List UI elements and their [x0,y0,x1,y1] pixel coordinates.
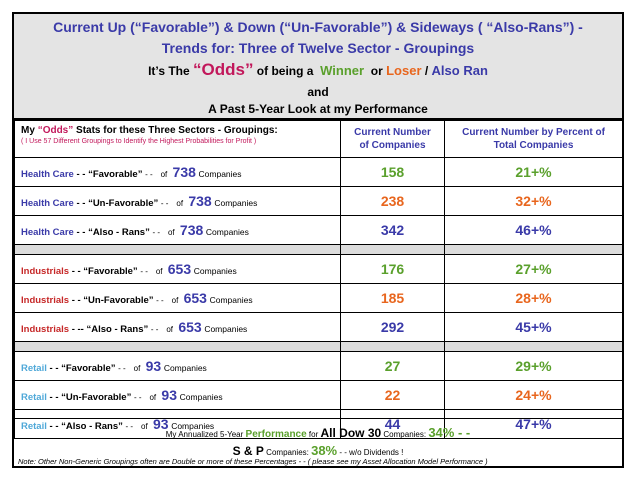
row-percent: 46+% [445,216,623,245]
table-body [15,158,623,439]
row-sector: Retail [21,421,47,432]
row-dash: - - [71,295,81,306]
footer-note: Note: Other Non-Generic Groupings often are Double or more of these Percentages - - ( please see my Asset Allocation Model Performance ) [18,457,488,466]
title-line-4: and [307,85,329,99]
table-row [15,158,623,187]
row-sector: Industrials [21,266,70,277]
row-tail: - - [152,228,161,237]
row-trend: “Favorable” [83,266,138,277]
row-total: 653 [167,261,192,277]
row-total: 738 [179,222,204,238]
separator-cell [445,245,623,255]
footer-dow-companies: Companies: [383,430,427,439]
row-tail: - - [118,364,126,373]
row-total: 738 [172,164,196,180]
footer-sp-companies: Companies: [266,448,309,457]
row-dash: - - [49,392,59,403]
header-stats-odds: “Odds” [37,125,74,136]
row-of: of [167,228,175,237]
title-odds-word: “Odds” [193,60,254,79]
row-count: 342 [341,216,445,245]
row-percent: 24+% [445,381,623,410]
row-trend: “Also - Rans” [86,324,149,335]
row-sector: Retail [21,392,47,403]
separator-cell [15,342,341,352]
header-count-cell [341,121,445,158]
row-label-cell [15,284,341,313]
title-line-2: Trends for: Three of Twelve Sector - Groupings [161,40,475,56]
odds-stats-table [14,120,623,439]
table-row [15,187,623,216]
header-percent-cell [445,121,623,158]
row-count: 27 [341,352,445,381]
row-percent: 32+% [445,187,623,216]
title-header [14,14,622,120]
header-stats-subtitle: ( I Use 57 Different Groupings to Identify the Highest Probabilities for Profit ) [21,138,257,145]
row-count: 158 [341,158,445,187]
row-companies-word: Companies [171,421,215,431]
footer-all-dow: All Dow 30 [320,426,382,440]
footer-dow-pre: My Annualized 5-Year [165,430,244,439]
title-or: or [370,64,383,78]
row-sector: Industrials [21,295,70,306]
row-count: 176 [341,255,445,284]
table-row [15,352,623,381]
row-dash: - - [49,363,59,374]
table-row [15,381,623,410]
row-trend: “Favorable” [61,363,116,374]
row-percent: 45+% [445,313,623,342]
separator-cell [341,245,445,255]
row-companies-word: Companies [179,392,223,402]
title-loser: Loser [386,63,422,78]
sector-separator [15,342,623,352]
footer-dow-line [14,425,622,440]
row-tail: - - [140,267,148,276]
row-dash: - - [49,421,59,432]
row-total: 93 [152,416,169,432]
footer-sp-line [14,443,622,458]
table-row [15,284,623,313]
footer-sp-tail: - - w/o Dividends ! [339,448,404,457]
row-companies-word: Companies [198,169,242,179]
row-companies-word: Companies [193,266,237,276]
row-count: 22 [341,381,445,410]
row-label-cell [15,187,341,216]
row-label-cell [15,381,341,410]
row-trend: “Un-Favorable” [88,198,159,209]
row-count: 238 [341,187,445,216]
row-tail: - - [133,393,142,402]
row-companies-word: Companies [214,198,258,208]
row-of: of [160,170,168,179]
table-row [15,313,623,342]
title-odds-mid: of being a [256,64,314,78]
row-trend: “Also - Rans” [61,421,123,432]
row-of: of [133,364,141,373]
row-sector: Industrials [21,324,70,335]
row-dash: - -- [71,324,84,335]
sector-separator [15,245,623,255]
row-sector: Retail [21,363,47,374]
row-trend: “Un-Favorable” [83,295,154,306]
title-line-5: A Past 5-Year Look at my Performance [208,102,428,116]
row-dash: - - [76,227,86,238]
footer-for: for [308,430,319,439]
row-tail: - - [145,170,153,179]
row-tail: - - [156,296,164,305]
row-companies-word: Companies [204,324,248,334]
header-stats-post: Stats for these Three Sectors - Groupings: [76,125,278,136]
title-also-ran: Also Ran [431,63,488,78]
header-percent-line-2: Total Companies [493,140,574,151]
row-tail: - - [125,422,134,431]
separator-cell [15,245,341,255]
row-sector: Health Care [21,169,74,180]
footer-dow-percent: 34% - - [428,425,471,440]
row-dash: - - [71,266,81,277]
performance-footer [14,418,622,467]
row-trend: “Favorable” [88,169,143,180]
title-line-3 [14,60,622,80]
row-total: 93 [161,387,177,403]
separator-cell [445,342,623,352]
row-count: 185 [341,284,445,313]
row-percent: 27+% [445,255,623,284]
title-line-1: Current Up (“Favorable”) & Down (“Un-Favorable”) & Sideways ( “Also-Rans”) - [53,19,583,35]
title-winner: Winner [320,63,365,78]
row-count: 44 [341,410,445,439]
row-label-cell [15,255,341,284]
row-of: of [166,325,174,334]
row-label-cell [15,216,341,245]
row-of: of [141,422,148,431]
row-label-cell [15,158,341,187]
row-percent: 28+% [445,284,623,313]
row-of: of [149,393,157,402]
row-total: 738 [188,193,212,209]
row-companies-word: Companies [209,295,253,305]
table-row [15,255,623,284]
row-of: of [155,267,163,276]
header-stats-pre: My [21,125,35,136]
performance-table-frame [12,12,624,468]
footer-sp-percent: 38% [311,443,338,458]
table-header-row [15,121,623,158]
footer-sp: S & P [232,444,264,458]
row-dash: - - [76,169,86,180]
header-count-line-1: Current Number [354,127,431,138]
header-stats-cell [15,121,341,158]
row-count: 292 [341,313,445,342]
title-slash: / [424,64,429,78]
row-tail: - - [160,199,169,208]
row-trend: “Also - Rans” [88,227,150,238]
row-trend: “Un-Favorable” [61,392,132,403]
row-percent: 29+% [445,352,623,381]
header-count-line-2: of Companies [359,140,426,151]
row-dash: - - [76,198,86,209]
separator-cell [341,342,445,352]
row-of: of [171,296,179,305]
row-total: 653 [183,290,207,306]
title-odds-pre: It’s The [148,64,190,78]
row-total: 653 [178,319,202,335]
row-label-cell [15,352,341,381]
row-companies-word: Companies [163,363,207,373]
row-of: of [176,199,184,208]
row-percent: 21+% [445,158,623,187]
row-percent: 47+% [445,410,623,439]
row-tail: - - [150,325,159,334]
row-label-cell [15,313,341,342]
row-companies-word: Companies [205,227,249,237]
footer-performance: Performance [245,429,307,440]
row-sector: Health Care [21,198,74,209]
row-sector: Health Care [21,227,74,238]
table-row [15,216,623,245]
header-percent-line-1: Current Number by Percent of [462,127,605,138]
row-total: 93 [145,358,162,374]
